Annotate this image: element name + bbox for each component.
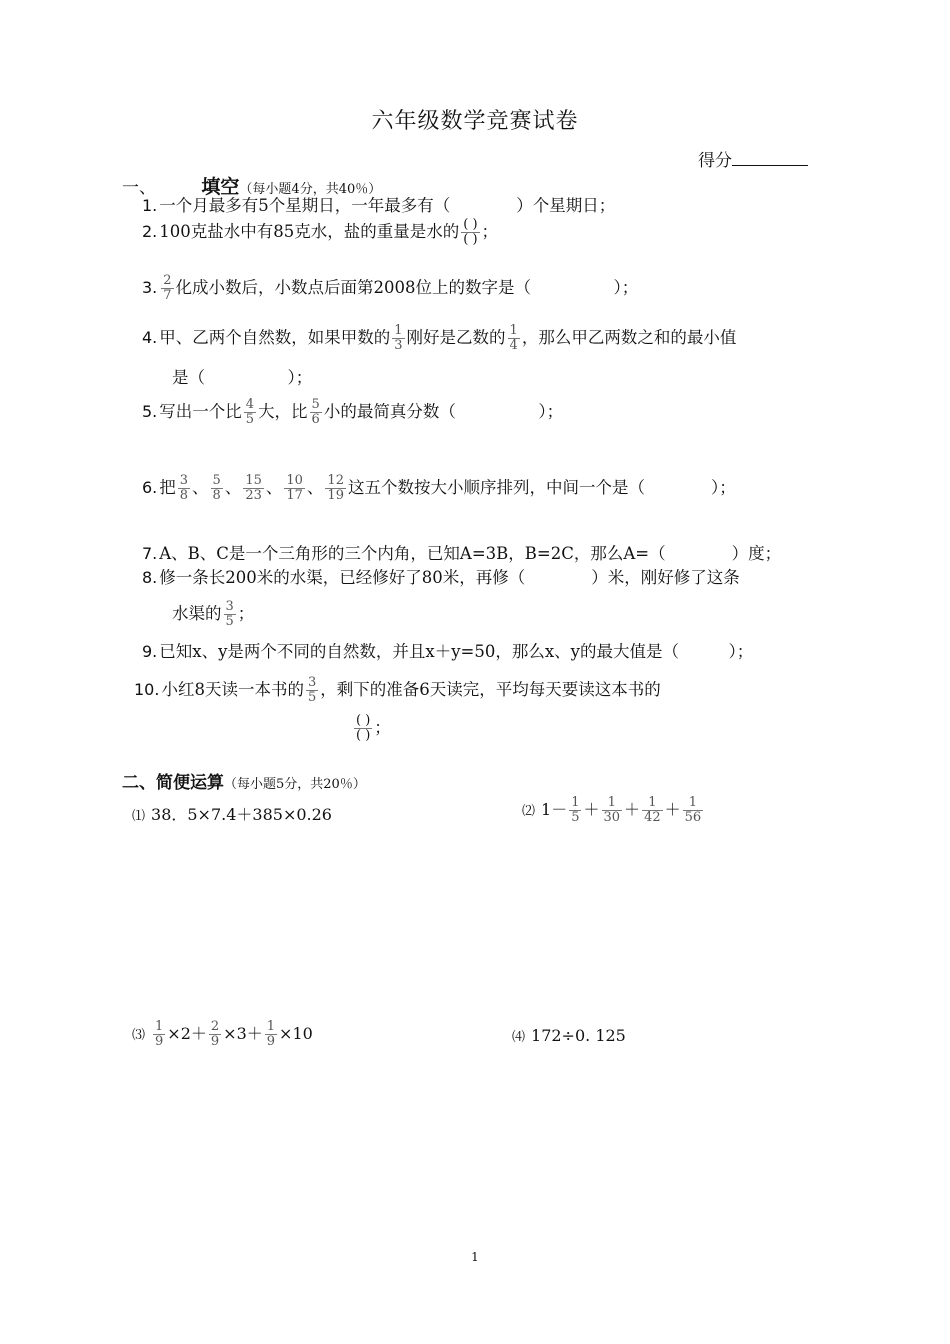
q6-fraction-1-denominator: 8 xyxy=(179,488,189,503)
q10-text-2: ，剩下的准备6天读完，平均每天要读这本书的 xyxy=(320,680,661,699)
q6-fraction-2-numerator: 5 xyxy=(212,473,221,488)
q7-text: A、B、C是一个三角形的三个内角，已知A=3B，B=2C，那么A=（ ）度； xyxy=(159,544,782,563)
calc-2-fraction-4-denominator: 56 xyxy=(684,810,702,825)
q2-fraction-denominator: ( ) xyxy=(463,232,478,247)
q6-fraction-4-denominator: 17 xyxy=(286,488,303,503)
calc-1-expression: 38．5×7.4＋385×0.26 xyxy=(151,805,332,824)
calc-2-fraction-2 xyxy=(602,796,623,825)
q6-text-2: 这五个数按大小顺序排列，中间一个是（ ）； xyxy=(347,478,736,497)
q10-number: 10. xyxy=(134,680,160,699)
calc-2-lead: 1－ xyxy=(541,800,568,819)
q2-fraction-numerator: ( ) xyxy=(463,217,478,232)
calc-4-expression: 172÷0. 125 xyxy=(531,1026,626,1045)
q10-fraction-1-numerator: 3 xyxy=(307,675,317,690)
calc-3-fraction-2-numerator: 2 xyxy=(210,1019,220,1034)
q6-fraction-2 xyxy=(211,474,223,503)
q10-fraction-2-denominator: ( ) xyxy=(356,728,371,743)
question-4 xyxy=(142,324,736,353)
calc-4-label: ⑷ xyxy=(512,1030,526,1045)
q4-text-3: ，那么甲乙两数之和的最小值 xyxy=(521,328,737,347)
q2-number: 2. xyxy=(142,222,158,241)
q1-text: 一个月最多有5个星期日，一年最多有（ ）个星期日； xyxy=(159,196,616,215)
q5-fraction-1-denominator: 5 xyxy=(245,412,255,427)
calc-3-text-1: ×2＋ xyxy=(167,1024,207,1043)
q8-text-3: ； xyxy=(237,604,255,623)
q10-text-1: 小红8天读一本书的 xyxy=(161,680,304,699)
q6-fraction-5 xyxy=(325,474,346,503)
q4-fraction-2-numerator: 1 xyxy=(509,323,518,338)
page-number: 1 xyxy=(471,1250,479,1264)
q4-fraction-1-numerator: 1 xyxy=(394,323,403,338)
question-10 xyxy=(134,676,661,705)
q1-number: 1. xyxy=(142,196,158,215)
q6-fraction-1-numerator: 3 xyxy=(179,473,189,488)
calc-3-fraction-1-numerator: 1 xyxy=(155,1019,164,1034)
q8-number: 8. xyxy=(142,568,158,587)
q6-fraction-5-denominator: 19 xyxy=(327,488,344,503)
calc-2-plus: ＋ xyxy=(583,800,600,819)
q10-fraction-1-denominator: 5 xyxy=(307,690,317,705)
q2-fraction xyxy=(461,218,479,247)
calc-2 xyxy=(522,796,705,825)
calc-3-fraction-3-numerator: 1 xyxy=(266,1019,276,1034)
calc-2-fraction-2-numerator: 1 xyxy=(607,795,616,810)
q5-fraction-2-denominator: 6 xyxy=(311,412,320,427)
calc-2-fraction-2-denominator: 30 xyxy=(603,810,621,825)
question-4-continued: 是（ ）； xyxy=(172,368,313,387)
calc-4 xyxy=(512,1026,626,1045)
q8-fraction-numerator: 3 xyxy=(225,599,234,614)
question-10-continued xyxy=(352,714,391,743)
calc-3-fraction-2-denominator: 9 xyxy=(210,1034,220,1049)
q10-fraction-2-numerator: ( ) xyxy=(356,713,371,728)
q5-fraction-2 xyxy=(310,398,322,427)
q10-fraction-2 xyxy=(354,714,372,743)
calc-2-label: ⑵ xyxy=(522,804,536,819)
q9-text: 已知x、y是两个不同的自然数，并且x＋y=50，那么x、y的最大值是（ ）； xyxy=(159,642,754,661)
q4-text-2: 刚好是乙数的 xyxy=(406,328,506,347)
calc-2-fraction-1-denominator: 5 xyxy=(571,810,580,825)
q3-fraction-denominator: 7 xyxy=(163,288,172,303)
question-3 xyxy=(142,274,638,303)
q6-fraction-1 xyxy=(178,474,190,503)
q9-number: 9. xyxy=(142,642,158,661)
q6-separator: 、 xyxy=(306,478,324,497)
calc-3-label: ⑶ xyxy=(132,1028,146,1043)
q6-separator: 、 xyxy=(192,478,209,497)
calc-1-label: ⑴ xyxy=(132,809,146,824)
q6-number: 6. xyxy=(142,478,158,497)
q4-fraction-1 xyxy=(392,324,404,353)
q6-fraction-2-denominator: 8 xyxy=(212,488,221,503)
q5-text-2: 大，比 xyxy=(258,402,308,421)
q3-text: 化成小数后，小数点后面第2008位上的数字是（ ）； xyxy=(175,278,639,297)
q4-fraction-2-denominator: 4 xyxy=(509,338,518,353)
q3-fraction-numerator: 2 xyxy=(163,273,172,288)
section2-name: 二、简便运算 xyxy=(122,773,224,793)
question-1 xyxy=(142,194,615,218)
q3-number: 3. xyxy=(142,278,158,297)
q8-fraction xyxy=(224,600,236,629)
q4-number: 4. xyxy=(142,328,158,347)
question-9 xyxy=(142,640,753,664)
q6-fraction-4 xyxy=(284,474,305,503)
calc-3-text-2: ×3＋ xyxy=(223,1024,263,1043)
calc-3-fraction-3 xyxy=(265,1020,277,1049)
q5-text-3: 小的最简真分数（ ）； xyxy=(323,402,564,421)
calc-3-fraction-1-denominator: 9 xyxy=(155,1034,164,1049)
q6-fraction-4-numerator: 10 xyxy=(286,473,303,488)
calc-2-fraction-1 xyxy=(569,796,581,825)
calc-2-fraction-1-numerator: 1 xyxy=(571,795,580,810)
question-2 xyxy=(142,218,498,247)
question-7 xyxy=(142,542,781,566)
q7-number: 7. xyxy=(142,544,158,563)
q5-fraction-2-numerator: 5 xyxy=(311,397,320,412)
question-8-continued xyxy=(172,600,254,629)
page-title: 六年级数学竞赛试卷 xyxy=(371,109,579,134)
q5-fraction-1-numerator: 4 xyxy=(245,397,255,412)
q3-fraction xyxy=(161,274,173,303)
section2-note: （每小题5分，共20％） xyxy=(224,777,366,792)
calc-1 xyxy=(132,802,332,825)
question-5 xyxy=(142,398,563,427)
calc-2-fraction-4 xyxy=(683,796,704,825)
q6-fraction-5-numerator: 12 xyxy=(327,473,344,488)
calc-3-fraction-2 xyxy=(209,1020,221,1049)
q8-text-2: 水渠的 xyxy=(172,604,222,623)
q6-separator: 、 xyxy=(265,478,283,497)
q10-text-3: ； xyxy=(374,718,391,737)
q6-separator: 、 xyxy=(224,478,242,497)
q6-text-1: 把 xyxy=(159,478,176,497)
q4-fraction-1-denominator: 3 xyxy=(394,338,403,353)
calc-3-fraction-3-denominator: 9 xyxy=(266,1034,276,1049)
calc-2-fraction-4-numerator: 1 xyxy=(688,795,698,810)
q6-fraction-3-denominator: 23 xyxy=(245,488,262,503)
q4-fraction-2 xyxy=(508,324,520,353)
section1-name: 填空 xyxy=(201,176,240,198)
q10-fraction-1 xyxy=(306,676,318,705)
score-field xyxy=(698,146,808,171)
section1-index: 一、 xyxy=(122,178,156,198)
q5-fraction-1 xyxy=(244,398,256,427)
q8-fraction-denominator: 5 xyxy=(225,614,234,629)
q5-text-1: 写出一个比 xyxy=(159,402,242,421)
q5-number: 5. xyxy=(142,402,158,421)
calc-3-fraction-1 xyxy=(153,1020,165,1049)
q6-fraction-3 xyxy=(243,474,264,503)
calc-3-text-3: ×10 xyxy=(279,1024,313,1043)
q4-text-1: 甲、乙两个自然数，如果甲数的 xyxy=(159,328,391,347)
section2-heading xyxy=(122,768,366,793)
calc-2-fraction-3-numerator: 1 xyxy=(648,795,657,810)
section1-note: （每小题4分，共40％） xyxy=(239,182,382,197)
q6-fraction-3-numerator: 15 xyxy=(245,473,262,488)
calc-2-plus: ＋ xyxy=(664,800,681,819)
question-6 xyxy=(142,474,736,503)
calc-3 xyxy=(132,1020,313,1049)
calc-2-plus: ＋ xyxy=(624,800,641,819)
question-8 xyxy=(142,566,740,590)
q2-tail: ； xyxy=(481,222,499,241)
calc-2-fraction-3 xyxy=(642,796,663,825)
q8-text-1: 修一条长200米的水渠，已经修好了80米，再修（ ）米，刚好修了这条 xyxy=(159,568,740,587)
calc-2-fraction-3-denominator: 42 xyxy=(644,810,661,825)
score-blank[interactable] xyxy=(732,149,808,166)
q2-text: 100克盐水中有85克水，盐的重量是水的 xyxy=(159,222,460,241)
score-label: 得分 xyxy=(698,151,732,171)
